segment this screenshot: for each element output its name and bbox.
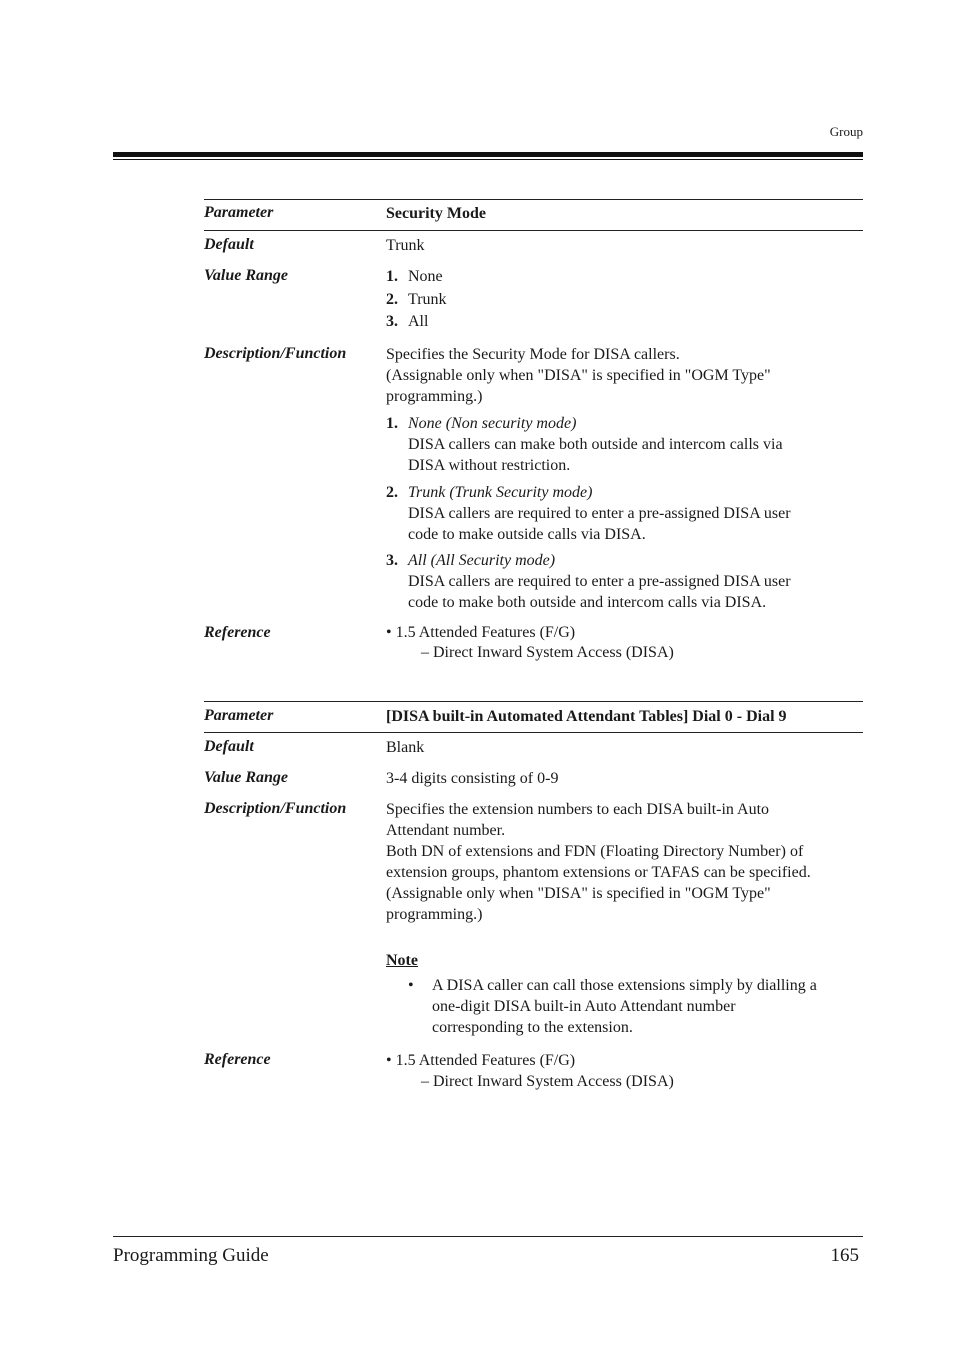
header-rule-thin (113, 159, 863, 160)
parameter-label: Parameter (204, 707, 274, 724)
value-range-label: Value Range (204, 769, 289, 786)
table-header-rule (204, 732, 863, 733)
reference-label: Reference (204, 624, 271, 641)
value-range-item: 3. All (386, 313, 429, 330)
description-line: extension groups, phantom extensions or TAFAS can be specified. (386, 864, 811, 881)
table-header-rule (204, 230, 863, 231)
value-range-item: 1. None (386, 268, 443, 285)
reference-link[interactable]: • 1.5 Attended Features (F/G) (386, 624, 576, 641)
description-item: 2. Trunk (Trunk Security mode) DISA callers are required to enter a pre-assigned DISA user code to make outside calls via DISA. (386, 484, 791, 543)
default-label: Default (204, 738, 254, 755)
table-top-rule (204, 199, 863, 200)
table-top-rule (204, 701, 863, 702)
parameter-value: [DISA built-in Automated Attendant Tables] Dial 0 - Dial 9 (386, 708, 787, 725)
note-bullet-item: • A DISA caller can call those extensions simply by dialling a one-digit DISA built-in Auto Attendant number corresponding to the extension. (408, 977, 817, 1036)
default-value: Trunk (386, 237, 425, 254)
description-line: (Assignable only when "DISA" is specified in "OGM Type" (386, 367, 771, 384)
description-line: Attendant number. (386, 822, 506, 839)
description-label: Description/Function (204, 800, 347, 817)
description-item: 3. All (All Security mode) DISA callers are required to enter a pre-assigned DISA user code to make both outside and intercom calls via DISA. (386, 552, 791, 611)
header-rule (113, 152, 863, 157)
description-line: Specifies the Security Mode for DISA callers. (386, 346, 680, 363)
footer-rule (113, 1236, 863, 1237)
description-text (386, 799, 863, 1038)
value-range-label: Value Range (204, 267, 289, 284)
page-number: 165 (830, 1245, 859, 1266)
value-range-list (386, 266, 863, 334)
description-item: 1. None (Non security mode) DISA callers can make both outside and intercom calls via DISA without restriction. (386, 415, 783, 474)
footer-title: Programming Guide (113, 1245, 269, 1266)
description-text (386, 344, 863, 613)
bullet-marker: • (408, 977, 414, 994)
default-label: Default (204, 236, 254, 253)
reference-link[interactable]: • 1.5 Attended Features (F/G) (386, 1052, 576, 1069)
reference-label: Reference (204, 1051, 271, 1068)
reference-sublink[interactable]: – Direct Inward System Access (DISA) (421, 1073, 674, 1090)
parameter-value: Security Mode (386, 205, 486, 222)
reference-text (386, 1050, 863, 1092)
description-line: programming.) (386, 906, 483, 923)
note-heading: Note (386, 952, 418, 969)
description-line: Both DN of extensions and FDN (Floating Directory Number) of (386, 843, 804, 860)
value-range-value: 3-4 digits consisting of 0-9 (386, 770, 559, 787)
section-label: Group (829, 124, 863, 139)
parameter-label: Parameter (204, 204, 274, 221)
reference-text (386, 623, 863, 663)
description-label: Description/Function (204, 345, 347, 362)
value-range-item: 2. Trunk (386, 290, 447, 308)
description-line: programming.) (386, 388, 483, 405)
default-value: Blank (386, 739, 425, 756)
description-line: Specifies the extension numbers to each DISA built-in Auto (386, 801, 770, 818)
reference-sublink[interactable]: – Direct Inward System Access (DISA) (421, 644, 674, 661)
description-line: (Assignable only when "DISA" is specified in "OGM Type" (386, 885, 771, 902)
